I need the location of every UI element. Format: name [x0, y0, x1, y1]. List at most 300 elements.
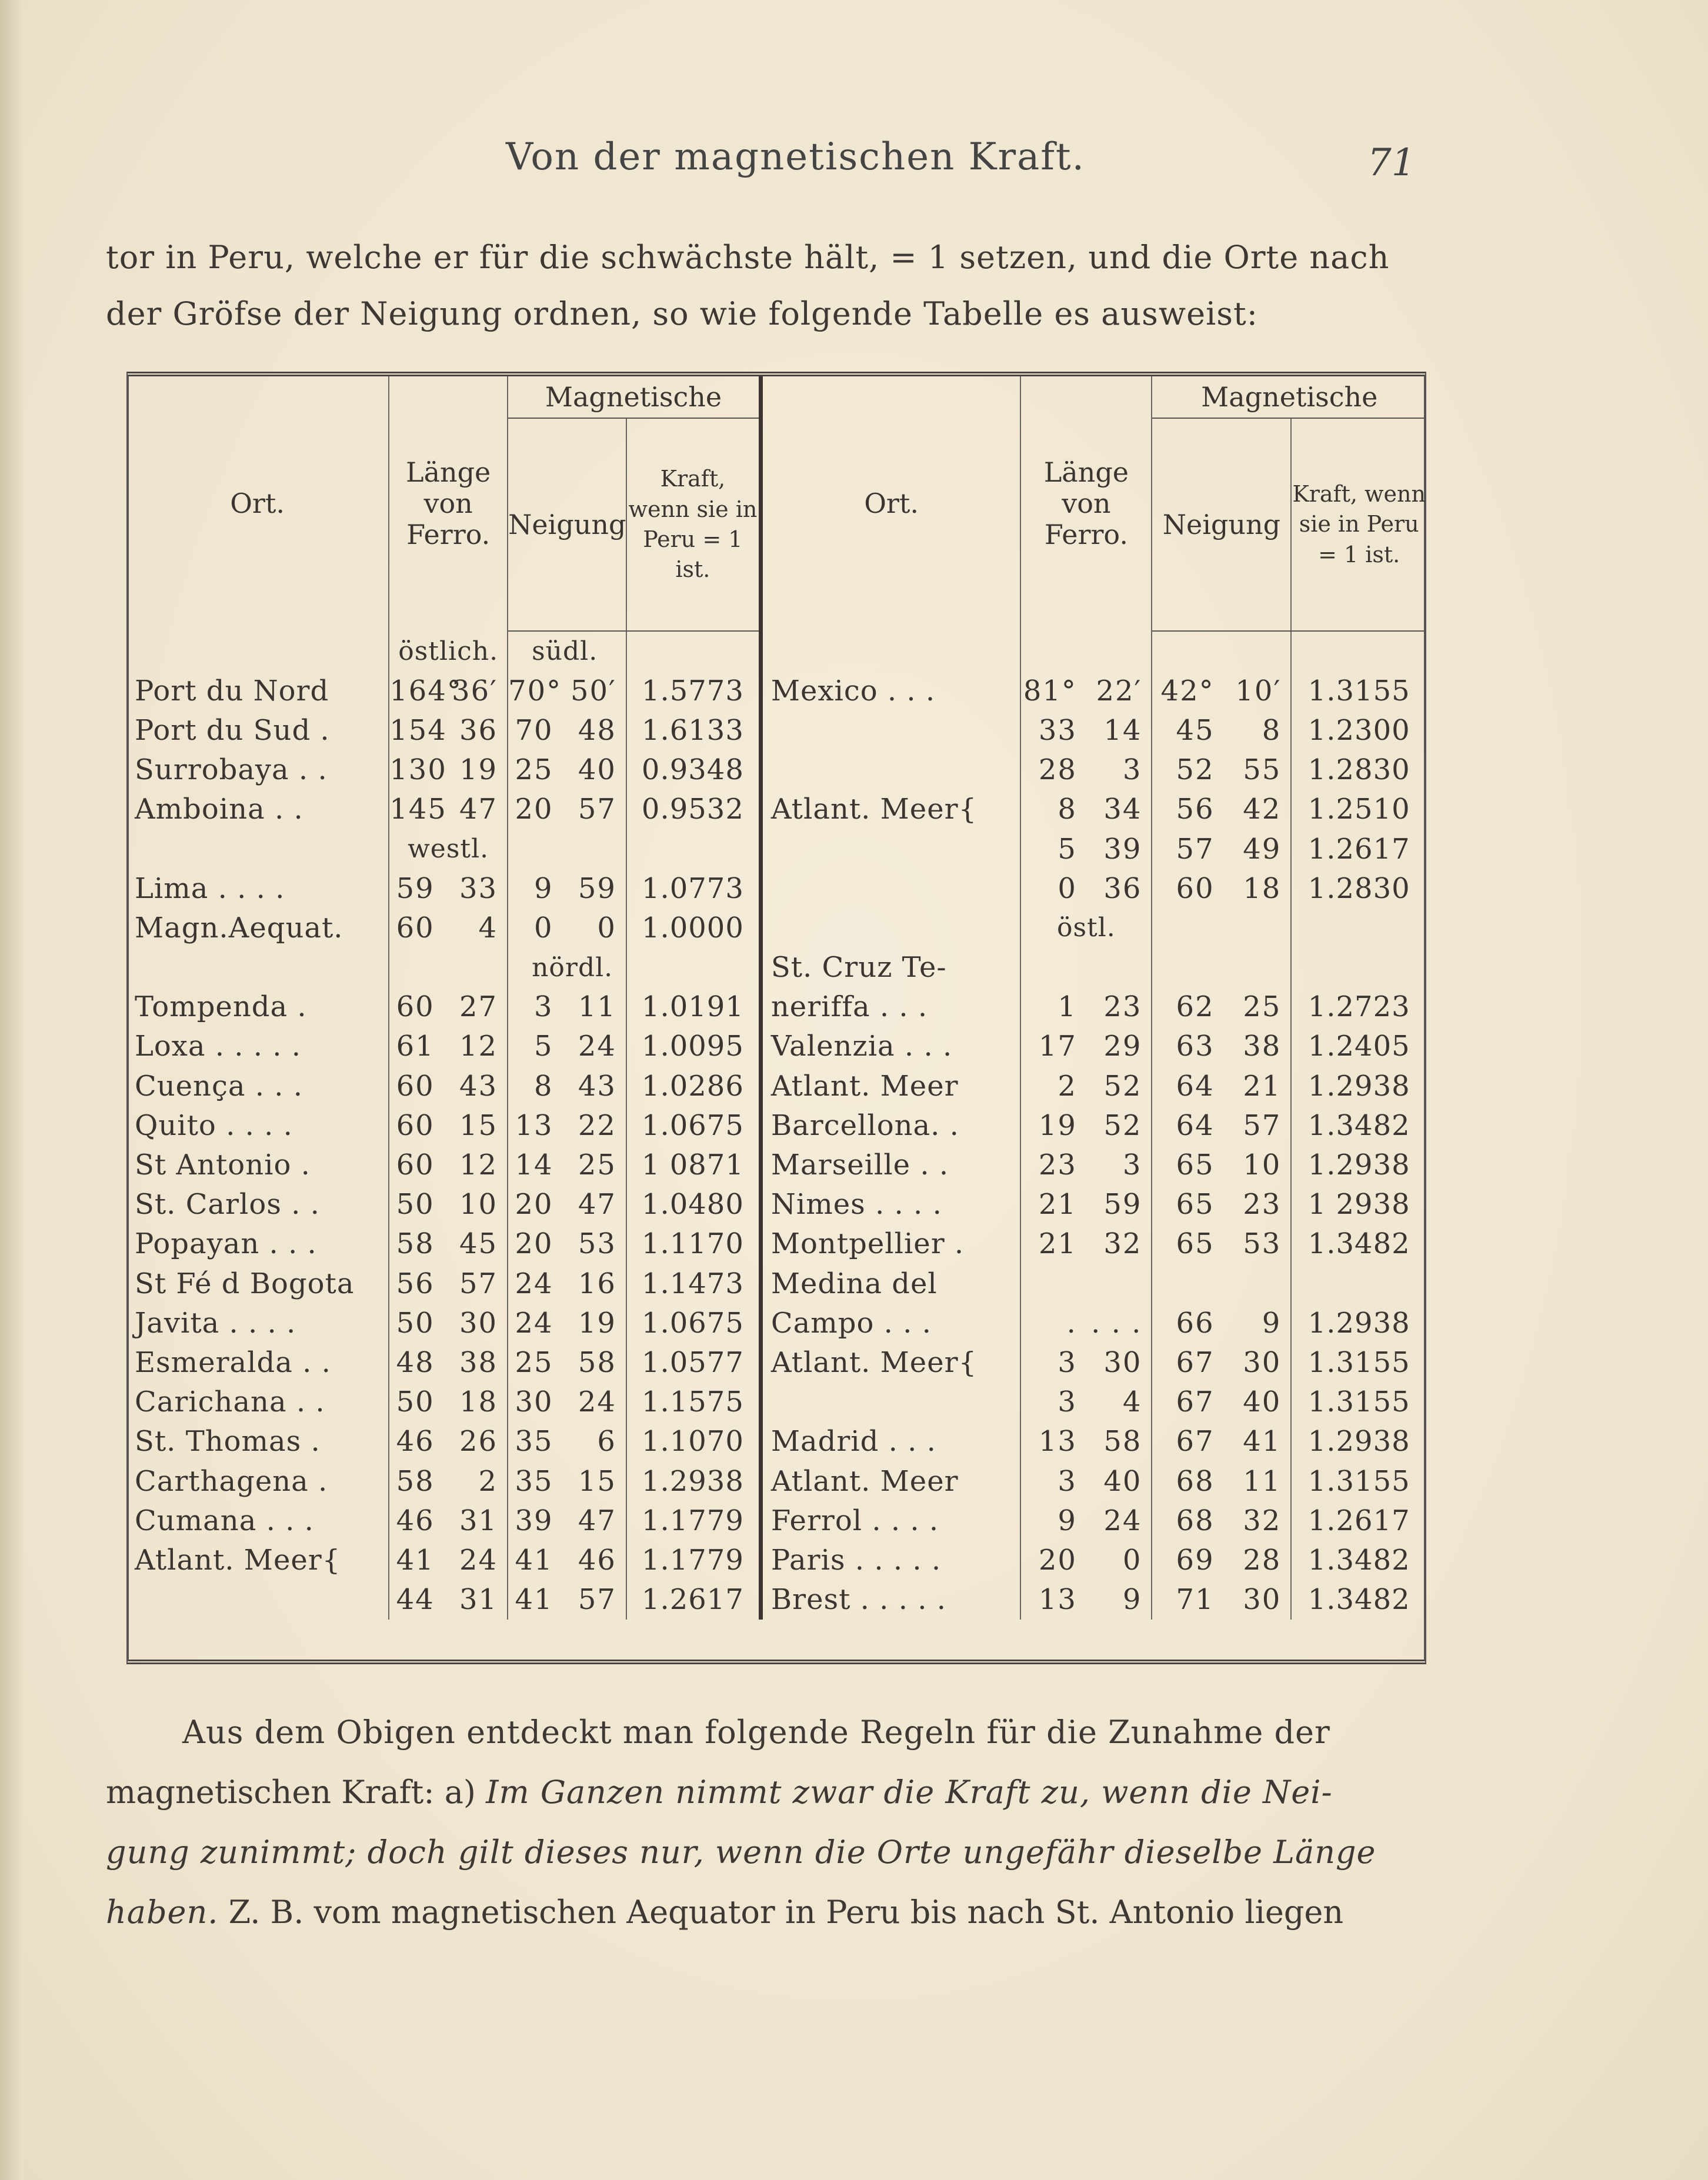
cell-ort: Brest . . . . . [760, 1580, 1020, 1620]
cell-kraft: 1.0480 [626, 1185, 760, 1224]
cell-neigung-min: 21 [1224, 1066, 1292, 1106]
cell-kraft: 1.2617 [626, 1580, 760, 1620]
table-row [126, 869, 1426, 908]
cell-neigung-deg: 70 [515, 713, 553, 747]
cell-laenge-deg: 50 [396, 1386, 435, 1419]
cell-neigung-min: 32 [1224, 1501, 1292, 1540]
table-body [126, 631, 1426, 1620]
cell-laenge-min: . . . [1086, 1303, 1152, 1343]
cell-ort: Magn.Aequat. [126, 908, 389, 947]
cell-kraft: 1.3155 [1307, 1346, 1410, 1379]
cell-laenge-min: 24 [1086, 1501, 1152, 1540]
cell-neigung-deg: 20 [515, 1227, 553, 1261]
cell-laenge-deg: 154 [389, 713, 447, 747]
cell-laenge-deg: 48 [396, 1346, 435, 1379]
cell-laenge-min: 14 [1086, 710, 1152, 750]
cell-neigung-min: 58 [563, 1343, 626, 1382]
cell-neigung-min: 48 [563, 710, 626, 750]
cell-kraft: 1.2938 [1307, 1069, 1410, 1103]
table-row [126, 1343, 1426, 1382]
cell-ort: Atlant. Meer{ [126, 1540, 389, 1580]
cell-kraft: 1.1779 [626, 1540, 760, 1580]
cell-ort: Valenzia . . . [760, 1027, 1020, 1066]
cell-ort: neriffa . . . [760, 987, 1020, 1027]
cell-ort [126, 829, 389, 869]
cell-ort [760, 869, 1020, 908]
cell-laenge-deg: 44 [396, 1583, 435, 1617]
cell-kraft: 1.2723 [1307, 990, 1410, 1024]
cell-neigung-min: 16 [563, 1264, 626, 1303]
cell-neigung-deg: 30 [515, 1386, 553, 1419]
table-row [126, 671, 1426, 710]
cell-laenge-min: 23 [1086, 987, 1152, 1027]
conclusion-italic: haben. [106, 1894, 219, 1931]
cell-neigung-deg [1152, 948, 1223, 987]
cell-ort: Barcellona. . [760, 1106, 1020, 1145]
cell-kraft: 1.3155 [1307, 1464, 1410, 1498]
cell-laenge-min: 43 [444, 1066, 508, 1106]
cell-laenge-min: 36′ [444, 671, 508, 710]
cell-ort: Mexico . . . [760, 671, 1020, 710]
cell-neigung-deg: 65 [1176, 1188, 1215, 1221]
cell-laenge-min: 30 [1086, 1343, 1152, 1382]
cell-ort [760, 631, 1020, 671]
cell-neigung-deg: 20 [515, 793, 553, 826]
cell-neigung-min [1224, 1264, 1292, 1303]
conclusion-line [106, 1762, 1459, 1822]
cell-kraft [1291, 908, 1426, 947]
cell-ort: Tompenda . [126, 987, 389, 1027]
cell-laenge-deg: 61 [396, 1030, 435, 1063]
table-row [126, 1027, 1426, 1066]
cell-kraft: 1.3155 [1307, 1386, 1410, 1419]
table-row [126, 948, 1426, 987]
cell-kraft: 0.9348 [626, 750, 760, 790]
cell-neigung [1152, 631, 1291, 671]
cell-laenge-min: 3 [1086, 1145, 1152, 1184]
cell-kraft: 1.2938 [1307, 1306, 1410, 1340]
cell-kraft: 1.1473 [626, 1264, 760, 1303]
cell-neigung-deg: 0 [534, 911, 553, 944]
table-row [126, 750, 1426, 790]
cell-neigung-deg [1152, 1264, 1223, 1303]
cell-neigung-deg: 64 [1176, 1069, 1215, 1103]
cell-kraft [1291, 948, 1426, 987]
cell-laenge-min: 33 [444, 869, 508, 908]
cell-laenge-deg: 21 [1038, 1188, 1077, 1221]
cell-ort: Surrobaya . . [126, 750, 389, 790]
cell-kraft [626, 829, 760, 869]
table-row [126, 1145, 1426, 1184]
cell-laenge-min: 47 [444, 790, 508, 829]
cell-neigung-min: 9 [1224, 1303, 1292, 1343]
cell-laenge-min: 12 [444, 1027, 508, 1066]
table-row [126, 1185, 1426, 1224]
cell-neigung-min: 53 [1224, 1224, 1292, 1264]
table-row [126, 1106, 1426, 1145]
cell-ort: Ferrol . . . . [760, 1501, 1020, 1540]
header-laenge: Länge von Ferro. [389, 376, 508, 631]
cell-neigung-min: 40 [563, 750, 626, 790]
cell-ort: Campo . . . [760, 1303, 1020, 1343]
cell-kraft: 1.0191 [626, 987, 760, 1027]
cell-neigung-deg: 67 [1176, 1386, 1215, 1419]
cell-laenge-deg: 23 [1038, 1149, 1077, 1182]
cell-kraft: 1.0675 [626, 1106, 760, 1145]
cell-neigung-min: 28 [1224, 1540, 1292, 1580]
cell-laenge-min: 38 [444, 1343, 508, 1382]
conclusion-line [106, 1882, 1459, 1942]
cell-laenge-deg: 58 [396, 1464, 435, 1498]
cell-neigung-min: 46 [563, 1540, 626, 1580]
cell-laenge-min: 18 [444, 1383, 508, 1422]
table-row [126, 1461, 1426, 1501]
cell-kraft: 1.0675 [626, 1303, 760, 1343]
header-ort-right: Ort. [760, 376, 1020, 631]
cell-kraft: 1.0286 [626, 1066, 760, 1106]
cell-kraft: 1.2830 [1307, 872, 1410, 905]
cell-ort: Cumana . . . [126, 1501, 389, 1540]
cell-ort: Javita . . . . [126, 1303, 389, 1343]
table-row [126, 1066, 1426, 1106]
cell-neigung-deg: 35 [515, 1464, 553, 1498]
cell-laenge-deg: 46 [396, 1425, 435, 1458]
cell-laenge-min [1086, 1264, 1152, 1303]
cell-laenge-deg: 3 [1058, 1346, 1077, 1379]
cell-kraft [1291, 631, 1426, 671]
cell-kraft: 0.9532 [626, 790, 760, 829]
cell-laenge-deg: 1 [1058, 990, 1077, 1024]
cell-ort: Amboina . . [126, 790, 389, 829]
cell-kraft: 1.0773 [626, 869, 760, 908]
cell-ort: Carthagena . [126, 1461, 389, 1501]
cell-laenge-deg: 60 [396, 1069, 435, 1103]
cell-ort: St. Cruz Te- [760, 948, 1020, 987]
cell-neigung-min: 25 [563, 1145, 626, 1184]
cell-laenge-min: 4 [444, 908, 508, 947]
cell-laenge-deg: 41 [396, 1543, 435, 1577]
cell-ort: Paris . . . . . [760, 1540, 1020, 1580]
cell-neigung-deg: 25 [515, 753, 553, 787]
cell-neigung-deg: 45 [1176, 713, 1215, 747]
table-row [126, 1422, 1426, 1461]
cell-neigung-min: 40 [1224, 1383, 1292, 1422]
table-row [126, 1580, 1426, 1620]
table-row [126, 1540, 1426, 1580]
cell-neigung-min: 30 [1224, 1580, 1292, 1620]
cell-laenge-deg: 20 [1038, 1543, 1077, 1577]
cell-neigung-deg: 20 [515, 1188, 553, 1221]
cell-laenge-min: 40 [1086, 1461, 1152, 1501]
cell-neigung-deg: 64 [1176, 1109, 1215, 1142]
cell-neigung-min: 42 [1224, 790, 1292, 829]
cell-laenge-min: 30 [444, 1303, 508, 1343]
cell-ort: Cuença . . . [126, 1066, 389, 1106]
cell-laenge-min: 2 [444, 1461, 508, 1501]
table-row [126, 1264, 1426, 1303]
cell-laenge-deg: 9 [1058, 1504, 1077, 1537]
cell-neigung-min: 38 [1224, 1027, 1292, 1066]
cell-laenge-deg: 21 [1038, 1227, 1077, 1261]
cell-neigung-min: 8 [1224, 710, 1292, 750]
cell-ort [760, 750, 1020, 790]
cell-laenge-min: 36 [1086, 869, 1152, 908]
cell-neigung-min: 50′ [563, 671, 626, 710]
cell-laenge-min: 59 [1086, 1185, 1152, 1224]
cell-ort: Atlant. Meer{ [760, 790, 1020, 829]
cell-laenge-deg: 164° [389, 674, 462, 707]
cell-neigung-min: 11 [1224, 1461, 1292, 1501]
cell-neigung-min: 47 [563, 1501, 626, 1540]
cell-kraft: 1.3482 [1307, 1583, 1410, 1617]
cell-neigung-min: 18 [1224, 869, 1292, 908]
table-row [126, 1303, 1426, 1343]
cell-neigung-deg: 65 [1176, 1149, 1215, 1182]
cell-laenge-min: 24 [444, 1540, 508, 1580]
cell-ort: Loxa . . . . . [126, 1027, 389, 1066]
cell-neigung-deg: 14 [515, 1149, 553, 1182]
cell-ort: Atlant. Meer [760, 1066, 1020, 1106]
cell-kraft: 1.5773 [626, 671, 760, 710]
cell-ort: Esmeralda . . [126, 1343, 389, 1382]
cell-kraft: 1.1575 [626, 1383, 760, 1422]
cell-neigung-deg: 71 [1176, 1583, 1215, 1617]
cell-laenge-deg: 3 [1058, 1464, 1077, 1498]
page-spine-shadow [0, 0, 24, 2180]
cell-laenge-deg: 33 [1038, 713, 1077, 747]
cell-laenge-min: 52 [1086, 1106, 1152, 1145]
cell-laenge-min: 39 [1086, 829, 1152, 869]
table-row [126, 631, 1426, 671]
intro-line: tor in Peru, welche er für die schwächste hält, = 1 setzen, und die Orte nach [106, 239, 1390, 276]
cell-ort [126, 948, 389, 987]
table-row [126, 1383, 1426, 1422]
cell-ort: Madrid . . . [760, 1422, 1020, 1461]
cell-laenge-deg: 58 [396, 1227, 435, 1261]
cell-kraft: 1.2617 [1307, 1504, 1410, 1537]
cell-neigung-min: 53 [563, 1224, 626, 1264]
cell-ort: Nimes . . . . [760, 1185, 1020, 1224]
table-row [126, 908, 1426, 947]
cell-laenge-deg: 56 [396, 1267, 435, 1300]
cell-direction-label: östlich. [389, 631, 508, 671]
cell-laenge-min: 31 [444, 1580, 508, 1620]
cell-direction-label: westl. [389, 829, 508, 869]
cell-neigung-deg: 63 [1176, 1030, 1215, 1063]
cell-neigung-deg: 52 [1176, 753, 1215, 787]
cell-laenge-min: 26 [444, 1422, 508, 1461]
cell-kraft: 1.1779 [626, 1501, 760, 1540]
cell-neigung-deg: 67 [1176, 1425, 1215, 1458]
cell-ort: St. Thomas . [126, 1422, 389, 1461]
cell-neigung-deg: 8 [534, 1069, 553, 1103]
table-row [126, 790, 1426, 829]
cell-neigung-deg: 41 [515, 1583, 553, 1617]
cell-ort: St Antonio . [126, 1145, 389, 1184]
cell-neigung-min: 23 [1224, 1185, 1292, 1224]
cell-ort [760, 908, 1020, 947]
intro-paragraph [106, 229, 1459, 342]
cell-laenge-min: 34 [1086, 790, 1152, 829]
cell-neigung-deg: 68 [1176, 1464, 1215, 1498]
cell-neigung-min: 19 [563, 1303, 626, 1343]
cell-laenge-deg: 17 [1038, 1030, 1077, 1063]
header-magnetische: Magnetische [508, 376, 760, 418]
cell-laenge-min: 36 [444, 710, 508, 750]
cell-laenge-min: 27 [444, 987, 508, 1027]
cell-laenge-min: 32 [1086, 1224, 1152, 1264]
cell-laenge-deg: 50 [396, 1306, 435, 1340]
cell-laenge-min: 57 [444, 1264, 508, 1303]
cell-neigung-deg: 41 [515, 1543, 553, 1577]
cell-kraft: 1 2938 [1307, 1188, 1410, 1221]
cell-direction-label: östl. [1020, 908, 1152, 947]
cell-laenge-deg: 60 [396, 1149, 435, 1182]
cell-ort: St. Carlos . . [126, 1185, 389, 1224]
conclusion-italic: Im Ganzen nimmt zwar die Kraft zu, wenn die Nei- [486, 1774, 1333, 1811]
cell-kraft: 1 0871 [626, 1145, 760, 1184]
cell-neigung-deg: 13 [515, 1109, 553, 1142]
cell-laenge-deg: 81° [1023, 674, 1077, 707]
cell-neigung-deg: 56 [1176, 793, 1215, 826]
cell-kraft [626, 631, 760, 671]
cell-neigung-min: 59 [563, 869, 626, 908]
cell-kraft: 1.2617 [1307, 832, 1410, 866]
cell-laenge-deg: 13 [1038, 1425, 1077, 1458]
cell-neigung-deg: 5 [534, 1030, 553, 1063]
cell-neigung-deg: 68 [1176, 1504, 1215, 1537]
conclusion-paragraph [106, 1702, 1459, 1942]
cell-kraft: 1.2938 [626, 1461, 760, 1501]
cell-kraft: 1.1070 [626, 1422, 760, 1461]
cell-neigung-min: 47 [563, 1185, 626, 1224]
cell-laenge-deg: 28 [1038, 753, 1077, 787]
cell-neigung-deg: 60 [1176, 872, 1215, 905]
cell-kraft: 1.6133 [626, 710, 760, 750]
cell-neigung-min: 22 [563, 1106, 626, 1145]
cell-laenge-deg: 0 [1058, 872, 1077, 905]
cell-direction-label: nördl. [508, 948, 626, 987]
cell-laenge-deg: 130 [389, 753, 447, 787]
cell-laenge-min: 0 [1086, 1540, 1152, 1580]
cell-kraft: 1.0000 [626, 908, 760, 947]
cell-ort: Marseille . . [760, 1145, 1020, 1184]
cell-neigung-deg: 35 [515, 1425, 553, 1458]
cell-kraft [626, 948, 760, 987]
cell-kraft: 1.2300 [1307, 713, 1410, 747]
cell-neigung-min: 10′ [1224, 671, 1292, 710]
cell-laenge-min: 22′ [1086, 671, 1152, 710]
cell-neigung-min: 57 [563, 1580, 626, 1620]
cell-neigung-min: 49 [1224, 829, 1292, 869]
header-ort: Ort. [126, 376, 389, 631]
cell-laenge-deg: 3 [1058, 1386, 1077, 1419]
cell-neigung-deg: 69 [1176, 1543, 1215, 1577]
page-number: 71 [1367, 141, 1416, 185]
cell-laenge-deg [1020, 1264, 1086, 1303]
cell-laenge-deg: 5 [1058, 832, 1077, 866]
cell-direction-label [508, 829, 626, 869]
cell-neigung-min: 57 [1224, 1106, 1292, 1145]
cell-laenge-deg: 60 [396, 911, 435, 944]
cell-kraft: 1.2938 [1307, 1149, 1410, 1182]
cell-ort: Lima . . . . [126, 869, 389, 908]
cell-ort: Atlant. Meer [760, 1461, 1020, 1501]
cell-laenge-deg [1020, 948, 1086, 987]
cell-neigung-deg: 9 [534, 872, 553, 905]
cell-neigung-deg: 57 [1176, 832, 1215, 866]
cell-neigung-deg: 67 [1176, 1346, 1215, 1379]
cell-ort [760, 710, 1020, 750]
cell-laenge-deg: 60 [396, 1109, 435, 1142]
cell-neigung-deg: 24 [515, 1267, 553, 1300]
cell-laenge-deg: 46 [396, 1504, 435, 1537]
cell-kraft: 1.3482 [1307, 1227, 1410, 1261]
header-neigung-right: Neigung [1152, 418, 1291, 631]
header-kraft: Kraft, wenn sie in Peru = 1 ist. [626, 418, 760, 631]
cell-kraft: 1.3482 [1307, 1109, 1410, 1142]
cell-laenge-min: 15 [444, 1106, 508, 1145]
header-laenge-right: Länge von Ferro. [1020, 376, 1152, 631]
cell-kraft: 1.2938 [1307, 1425, 1410, 1458]
cell-laenge-min: 10 [444, 1185, 508, 1224]
conclusion-italic: gung zunimmt; doch gilt dieses nur, wenn die Orte ungefähr dieselbe Länge [106, 1834, 1376, 1871]
cell-laenge-deg: 60 [396, 990, 435, 1024]
cell-neigung [1152, 908, 1291, 947]
header-kraft-right: Kraft, wenn sie in Peru = 1 ist. [1291, 418, 1426, 631]
cell-laenge-deg: 50 [396, 1188, 435, 1221]
cell-laenge-min: 12 [444, 1145, 508, 1184]
cell-neigung-min: 0 [563, 908, 626, 947]
cell-neigung-min: 24 [563, 1027, 626, 1066]
cell-neigung-deg: 24 [515, 1306, 553, 1340]
header-neigung: Neigung [508, 418, 626, 631]
cell-laenge-deg: 59 [396, 872, 435, 905]
cell-kraft: 1.3155 [1307, 674, 1410, 707]
cell-kraft: 1.1170 [626, 1224, 760, 1264]
cell-neigung-min [1224, 948, 1292, 987]
cell-ort: Medina del [760, 1264, 1020, 1303]
cell-laenge-min: 58 [1086, 1422, 1152, 1461]
cell-laenge-min: 45 [444, 1224, 508, 1264]
cell-laenge-min: 19 [444, 750, 508, 790]
cell-neigung-deg: 70° [508, 674, 562, 707]
cell-kraft: 1.0577 [626, 1343, 760, 1382]
table-row [126, 710, 1426, 750]
cell-kraft [1291, 1264, 1426, 1303]
cell-neigung-min: 10 [1224, 1145, 1292, 1184]
cell-neigung-min: 41 [1224, 1422, 1292, 1461]
cell-ort: Carichana . . [126, 1383, 389, 1422]
cell-neigung-deg: 3 [534, 990, 553, 1024]
cell-neigung-min: 6 [563, 1422, 626, 1461]
running-head: Von der magnetischen Kraft. [506, 135, 1085, 179]
cell-direction-label [389, 948, 508, 987]
magnetic-force-table [126, 376, 1426, 1620]
cell-neigung-min: 43 [563, 1066, 626, 1106]
cell-ort [126, 1580, 389, 1620]
cell-ort [126, 631, 389, 671]
cell-laenge-min: 29 [1086, 1027, 1152, 1066]
cell-laenge-deg: 2 [1058, 1069, 1077, 1103]
cell-neigung-min: 24 [563, 1383, 626, 1422]
cell-neigung-min: 57 [563, 790, 626, 829]
cell-kraft: 1.3482 [1307, 1543, 1410, 1577]
cell-laenge-min: 3 [1086, 750, 1152, 790]
cell-kraft: 1.2510 [1307, 793, 1410, 826]
cell-laenge-min: 9 [1086, 1580, 1152, 1620]
cell-neigung-deg: 62 [1176, 990, 1215, 1024]
